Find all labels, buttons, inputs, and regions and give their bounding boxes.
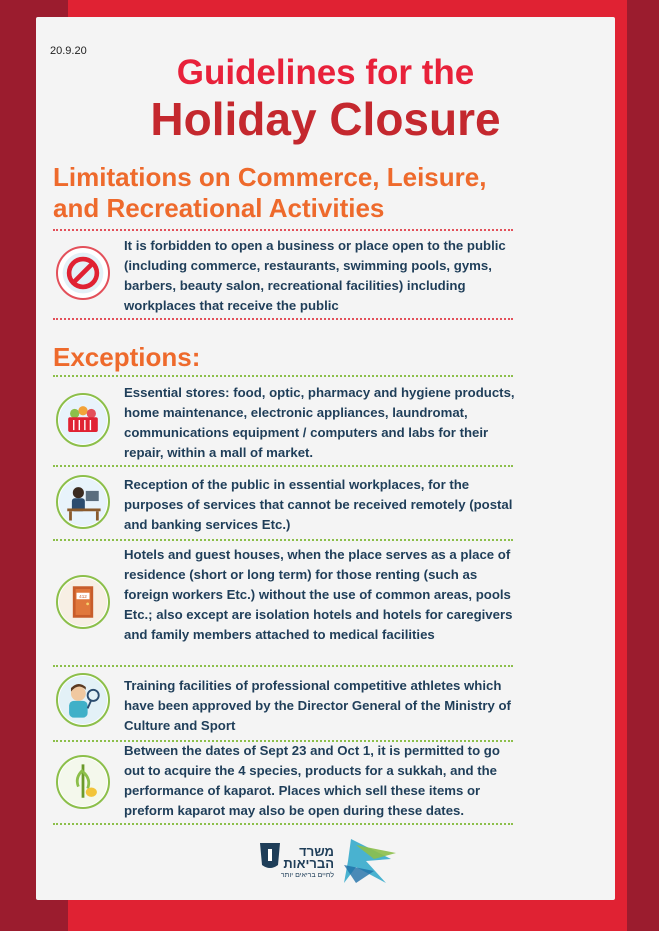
hotel-door-icon — [56, 575, 110, 629]
exception-item-1: Essential stores: food, optic, pharmacy and hygiene products, home maintenance, electronic appliances, laundromat, communications equipment / computers and labs for their repair, within a mall of market. — [124, 385, 515, 460]
exception-item-2: Reception of the public in essential workplaces, for the purposes of services that cannot be received remotely (postal and banking services Etc.) — [124, 477, 513, 532]
date-label: 20.9.20 — [50, 45, 87, 57]
logo-name-line-2: הבריאות — [283, 856, 334, 871]
title-line-1: Guidelines for the — [176, 53, 475, 92]
logo-name-line-1: משרד — [299, 844, 334, 859]
exception-item-5: Between the dates of Sept 23 and Oct 1, it is permitted to go out to acquire the 4 species, products for a sukkah, and the performance of kaparot. Places which sell these items or preform kaparot may also be open during these dates. — [124, 743, 500, 818]
exception-item-4: Training facilities of professional competitive athletes which have been approved by the Director General of the Ministry of Culture and Sport — [124, 678, 511, 733]
divider — [53, 465, 513, 467]
title-line-2: Holiday Closure — [150, 93, 501, 145]
background-right — [627, 0, 659, 931]
ministry-of-health-logo — [256, 837, 406, 887]
logo-slogan: לחיים בריאים יותר — [280, 872, 334, 879]
office-worker-icon — [56, 475, 110, 529]
exceptions-heading: Exceptions: — [53, 342, 201, 372]
divider — [53, 229, 513, 231]
divider — [53, 665, 513, 667]
limitations-heading: Limitations on Commerce, Leisure, and Recreational Activities — [53, 162, 487, 223]
four-species-icon — [56, 755, 110, 809]
door-number: 412 — [79, 593, 87, 599]
divider — [53, 375, 513, 377]
athlete-icon — [56, 673, 110, 727]
exception-item-3: Hotels and guest houses, when the place serves as a place of residence (short or long term) for those renting (such as foreign workers Etc.) without the use of common areas, pools Etc.; also except are isolation hotels and hotels for caregivers and family members attached to medical facilities — [124, 547, 513, 642]
divider — [53, 318, 513, 320]
divider — [53, 539, 513, 541]
prohibited-icon — [56, 246, 110, 300]
divider — [53, 823, 513, 825]
limitation-text: It is forbidden to open a business or place open to the public (including commerce, restaurants, swimming pools, gyms, barbers, beauty salon, recreational facilities) including workplaces that receive the public — [124, 238, 506, 313]
poster-card — [36, 17, 615, 900]
shopping-basket-icon — [56, 393, 110, 447]
